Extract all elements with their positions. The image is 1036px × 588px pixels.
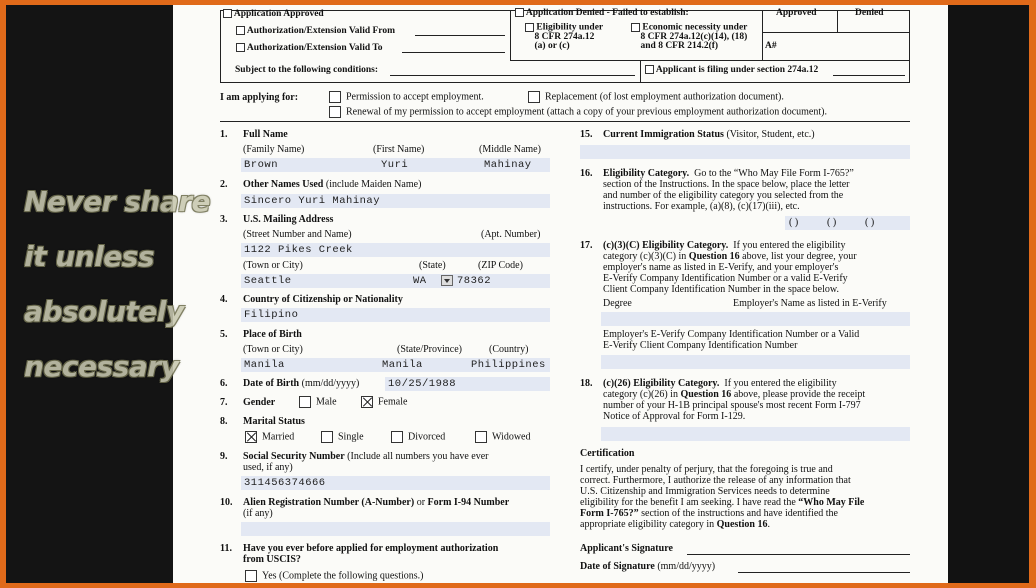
degree-employer-field[interactable] — [601, 312, 910, 326]
street-value: 1122 Pikes Creek — [244, 244, 353, 256]
q9-title-rest2: used, if any) — [243, 462, 293, 473]
q17-line4: E-Verify Company Identification Number or a valid E-Verify — [603, 273, 848, 284]
q5-country-label: (Country) — [489, 344, 529, 355]
applying-for-label: I am applying for: — [220, 92, 299, 103]
q15-title-rest: (Visitor, Student, etc.) — [726, 129, 815, 140]
q17-degree-label: Degree — [603, 298, 632, 309]
family-name-value: Brown — [244, 159, 279, 171]
q11-title: Have you ever before applied for employment authorization — [243, 543, 499, 554]
cert-line4 — [580, 497, 864, 508]
male-label: Male — [316, 396, 337, 408]
widowed-option — [475, 431, 530, 443]
town-value: Seattle — [244, 275, 292, 287]
q9-title-bold: Social Security Number — [243, 451, 345, 462]
q3-title: U.S. Mailing Address — [243, 214, 334, 225]
q3-zip-label: (ZIP Code) — [478, 260, 523, 271]
q10-title — [243, 497, 509, 508]
q17-id-line2: E-Verify Client Company Identification Number — [603, 340, 798, 351]
cert-line3: U.S. Citizenship and Immigration Services needs to determine — [580, 486, 830, 497]
single-option — [321, 431, 364, 443]
signature-line[interactable] — [687, 554, 910, 555]
married-checkbox[interactable] — [245, 431, 257, 443]
q2-title-rest: (include Maiden Name) — [325, 179, 422, 190]
application-approved-label: Application Approved — [233, 9, 324, 19]
cert-line2: correct. Furthermore, I authorize the release of any information that — [580, 475, 851, 486]
application-approved — [223, 9, 324, 19]
economic-checkbox[interactable] — [631, 23, 640, 32]
denied-checkbox[interactable] — [515, 8, 524, 17]
right-dark-bar — [948, 5, 1029, 583]
q5-town-label: (Town or City) — [243, 344, 303, 355]
valid-to-checkbox[interactable] — [236, 43, 245, 52]
video-frame — [6, 5, 1029, 583]
q2-title — [243, 179, 421, 190]
date-of-birth-value: 10/25/1988 — [388, 378, 457, 390]
q9-number: 9. — [220, 451, 228, 462]
valid-from-label: Authorization/Extension Valid From — [246, 26, 396, 36]
office-divider-1 — [510, 10, 511, 60]
date-signature-line[interactable] — [738, 572, 910, 573]
q16-paren3: ( ) — [865, 217, 875, 228]
office-box-left — [220, 10, 221, 83]
q3-street-label: (Street Number and Name) — [243, 229, 352, 240]
q4-number: 4. — [220, 294, 228, 305]
q17-line2a: category (c)(3)(C) in — [603, 251, 689, 262]
state-dropdown[interactable] — [441, 275, 453, 286]
q9-title-rest: (Include all numbers you have ever — [347, 451, 489, 462]
q16-paren2: ( ) — [827, 217, 837, 228]
q18-line1 — [603, 378, 837, 389]
q7-number: 7. — [220, 397, 228, 408]
widowed-checkbox[interactable] — [475, 431, 487, 443]
q11-yes-label: Yes (Complete the following questions.) — [262, 570, 424, 582]
q10-title-rest: (if any) — [243, 508, 273, 519]
q16-paren1: ( ) — [789, 217, 799, 228]
q18-line2c: above, please provide the receipt — [731, 389, 866, 400]
cert-line5-bold: Form I-765?” — [580, 508, 639, 519]
application-denied — [515, 8, 689, 18]
q6-title-bold: Date of Birth — [243, 378, 300, 389]
middle-name-value: Mahinay — [484, 159, 532, 171]
watermark-line-3: absolutely — [24, 295, 184, 328]
q5-number: 5. — [220, 329, 228, 340]
female-label: Female — [378, 396, 408, 408]
cert-line5 — [580, 508, 838, 519]
replacement-label: Replacement (of lost employment authorization document). — [545, 91, 784, 103]
eligibility-cfr: 8 CFR 274a.12 — [534, 31, 595, 42]
eligibility-category-field[interactable] — [785, 216, 910, 230]
q18-line2b: Question 16 — [680, 389, 732, 400]
q6-title — [243, 378, 359, 389]
valid-from-row — [236, 26, 395, 36]
q1-number: 1. — [220, 129, 228, 140]
birth-town-value: Manila — [244, 359, 285, 371]
denied-header: Denied — [855, 8, 884, 18]
married-option — [245, 431, 294, 443]
immigration-status-field[interactable] — [580, 145, 910, 159]
q18-line2a: category (c)(26) in — [603, 389, 681, 400]
valid-from-checkbox[interactable] — [236, 26, 245, 35]
valid-to-line — [402, 52, 505, 53]
citizenship-value: Filipino — [244, 309, 299, 321]
cert-line5-text: section of the instructions and have identified the — [638, 508, 838, 519]
q3-number: 3. — [220, 214, 228, 225]
married-label: Married — [262, 431, 295, 443]
receipt-number-field[interactable] — [601, 427, 910, 441]
renewal-label: Renewal of my permission to accept employment (attach a copy of your previous employment authorization document). — [346, 106, 827, 118]
applicant-filing-label: Applicant is filing under section 274a.12 — [655, 65, 819, 75]
birth-country-value: Philippines — [471, 359, 546, 371]
female-checkbox[interactable] — [361, 396, 373, 408]
q16-title: Eligibility Category. — [603, 168, 690, 179]
valid-to-label: Authorization/Extension Valid To — [246, 43, 383, 53]
office-box-right — [909, 10, 910, 83]
office-divider-6 — [762, 32, 910, 33]
eligibility-checkbox[interactable] — [525, 23, 534, 32]
ssn-value: 311456374666 — [244, 477, 326, 489]
q3-state-label: (State) — [419, 260, 446, 271]
single-label: Single — [338, 431, 364, 443]
q11-yes-option — [245, 570, 423, 582]
q17-line1-rest: If you entered the eligibility — [733, 240, 846, 251]
economic-cfr2: and 8 CFR 214.2(f) — [640, 40, 719, 51]
application-denied-label: Application Denied - Failed to establish: — [525, 8, 689, 18]
q9-title — [243, 451, 489, 462]
date-of-signature — [580, 561, 715, 572]
q11-title2: from USCIS? — [243, 554, 301, 565]
conditions-line — [390, 75, 635, 76]
female-option — [361, 396, 407, 408]
a-number-label: A# — [765, 41, 777, 51]
q3-apt-label: (Apt. Number) — [481, 229, 541, 240]
cert-line6 — [580, 519, 770, 530]
male-option — [299, 396, 337, 408]
state-value: WA — [413, 275, 427, 287]
filing-line — [833, 75, 905, 76]
q5-title: Place of Birth — [243, 329, 302, 340]
valid-from-line — [415, 35, 505, 36]
q1-middle-label: (Middle Name) — [479, 144, 541, 155]
q11-number: 11. — [220, 543, 232, 554]
cert-line6-text: appropriate eligibility category in — [580, 519, 717, 530]
applying-opt3 — [329, 106, 827, 118]
renewal-checkbox[interactable] — [329, 106, 341, 118]
certification-title: Certification — [580, 448, 635, 459]
q17-line1 — [603, 240, 845, 251]
date-of-signature-rest: (mm/dd/yyyy) — [657, 561, 716, 572]
cert-line4-text: eligibility for the benefit I am seeking. I have read the — [580, 497, 799, 508]
office-box-bottom — [220, 82, 910, 83]
widowed-label: Widowed — [492, 431, 531, 443]
divorced-option — [391, 431, 445, 443]
q18-line3: number of your H-1B principal spouse's most recent Form I-797 — [603, 400, 861, 411]
q15-number: 15. — [580, 129, 593, 140]
q10-title-end: Form I-94 Number — [427, 497, 510, 508]
q16-line1 — [603, 168, 854, 179]
male-checkbox[interactable] — [299, 396, 311, 408]
divorced-label: Divorced — [408, 431, 446, 443]
q16-line3: and number of the eligibility category you selected from the — [603, 190, 844, 201]
economic-necessity — [631, 23, 747, 51]
permission-label: Permission to accept employment. — [346, 91, 484, 103]
eligibility-cfr2: (a) or (c) — [534, 40, 570, 51]
q10-title-mid: or — [414, 497, 428, 508]
q10-title-bold: Alien Registration Number (A-Number) — [243, 497, 415, 508]
applying-opt1 — [329, 91, 484, 103]
q2-number: 2. — [220, 179, 228, 190]
q17-title: (c)(3)(C) Eligibility Category. — [603, 240, 729, 251]
q1-first-label: (First Name) — [373, 144, 425, 155]
chevron-down-icon[interactable] — [441, 275, 453, 286]
cert-line1: I certify, under penalty of perjury, that the foregoing is true and — [580, 464, 833, 475]
approved-checkbox[interactable] — [223, 9, 232, 18]
q7-title: Gender — [243, 397, 276, 408]
economic-cfr: 8 CFR 274a.12(c)(14), (18) — [640, 31, 748, 42]
q5-state-label: (State/Province) — [397, 344, 462, 355]
q18-line4: Notice of Approval for Form I-129. — [603, 411, 746, 422]
subject-conditions-label: Subject to the following conditions: — [235, 65, 379, 75]
q11-yes-checkbox[interactable] — [245, 570, 257, 582]
q15-title-bold: Current Immigration Status — [603, 129, 724, 140]
q2-title-bold: Other Names Used — [243, 179, 324, 190]
single-checkbox[interactable] — [321, 431, 333, 443]
filing-checkbox[interactable] — [645, 65, 654, 74]
q17-line5: Client Company Identification Number in the space below. — [603, 284, 839, 295]
eligibility-under-label: Eligibility under — [536, 22, 604, 33]
a-number-field[interactable] — [241, 522, 550, 536]
office-divider-5 — [640, 60, 641, 82]
q16-line4: instructions. For example, (a)(8), (c)(17)(iii), etc. — [603, 201, 800, 212]
q18-line1-rest: If you entered the eligibility — [724, 378, 837, 389]
cert-line4-bold: “Who May File — [798, 497, 865, 508]
q10-number: 10. — [220, 497, 233, 508]
q17-employer-name-label: Employer's Name as listed in E-Verify — [733, 298, 887, 309]
valid-to-row — [236, 43, 383, 53]
q1-family-label: (Family Name) — [243, 144, 305, 155]
applicant-filing — [645, 65, 818, 75]
q17-line2c: above, list your degree, your — [739, 251, 857, 262]
other-names-value: Sincero Yuri Mahinay — [244, 195, 381, 207]
q17-line3: employer's name as listed in E-Verify, and your employer's — [603, 262, 839, 273]
q4-title: Country of Citizenship or Nationality — [243, 294, 403, 305]
q1-title: Full Name — [243, 129, 288, 140]
economic-necessity-label: Economic necessity under — [642, 22, 748, 33]
watermark-line-4: necessary — [24, 350, 179, 383]
q3-town-label: (Town or City) — [243, 260, 303, 271]
q18-number: 18. — [580, 378, 593, 389]
q15-title — [603, 129, 815, 140]
q6-number: 6. — [220, 378, 228, 389]
date-of-signature-bold: Date of Signature — [580, 561, 655, 572]
approved-header: Approved — [776, 8, 817, 18]
q18-title: (c)(26) Eligibility Category. — [603, 378, 720, 389]
q8-title: Marital Status — [243, 416, 305, 427]
q8-number: 8. — [220, 416, 228, 427]
replacement-checkbox[interactable] — [528, 91, 540, 103]
office-divider-3 — [837, 10, 838, 32]
q16-number: 16. — [580, 168, 593, 179]
form-page — [173, 5, 948, 583]
section-divider — [220, 121, 910, 122]
q16-line1-rest: Go to the “Who May File Form I-765?” — [694, 168, 854, 179]
everify-id-field[interactable] — [601, 355, 910, 369]
zip-value: 78362 — [457, 275, 492, 287]
birth-state-value: Manila — [382, 359, 423, 371]
office-divider-4 — [510, 60, 910, 61]
office-divider-2 — [762, 10, 763, 60]
q17-number: 17. — [580, 240, 593, 251]
q16-line2: section of the Instructions. In the space below, place the letter — [603, 179, 850, 190]
first-name-value: Yuri — [381, 159, 409, 171]
divorced-checkbox[interactable] — [391, 431, 403, 443]
q6-title-rest: (mm/dd/yyyy) — [301, 378, 360, 389]
watermark-line-2: it unless — [24, 240, 155, 273]
applying-opt2 — [528, 91, 784, 103]
q17-line2 — [603, 251, 857, 262]
q17-line2b: Question 16 — [688, 251, 740, 262]
permission-checkbox[interactable] — [329, 91, 341, 103]
eligibility-under — [525, 23, 603, 51]
q17-id-line1: Employer's E-Verify Company Identification Number or a Valid — [603, 329, 860, 340]
watermark-line-1: Never share — [24, 185, 211, 218]
applicant-signature-label: Applicant's Signature — [580, 543, 673, 554]
cert-line6-end: . — [767, 519, 770, 530]
q18-line2 — [603, 389, 865, 400]
cert-line6-bold: Question 16 — [716, 519, 768, 530]
